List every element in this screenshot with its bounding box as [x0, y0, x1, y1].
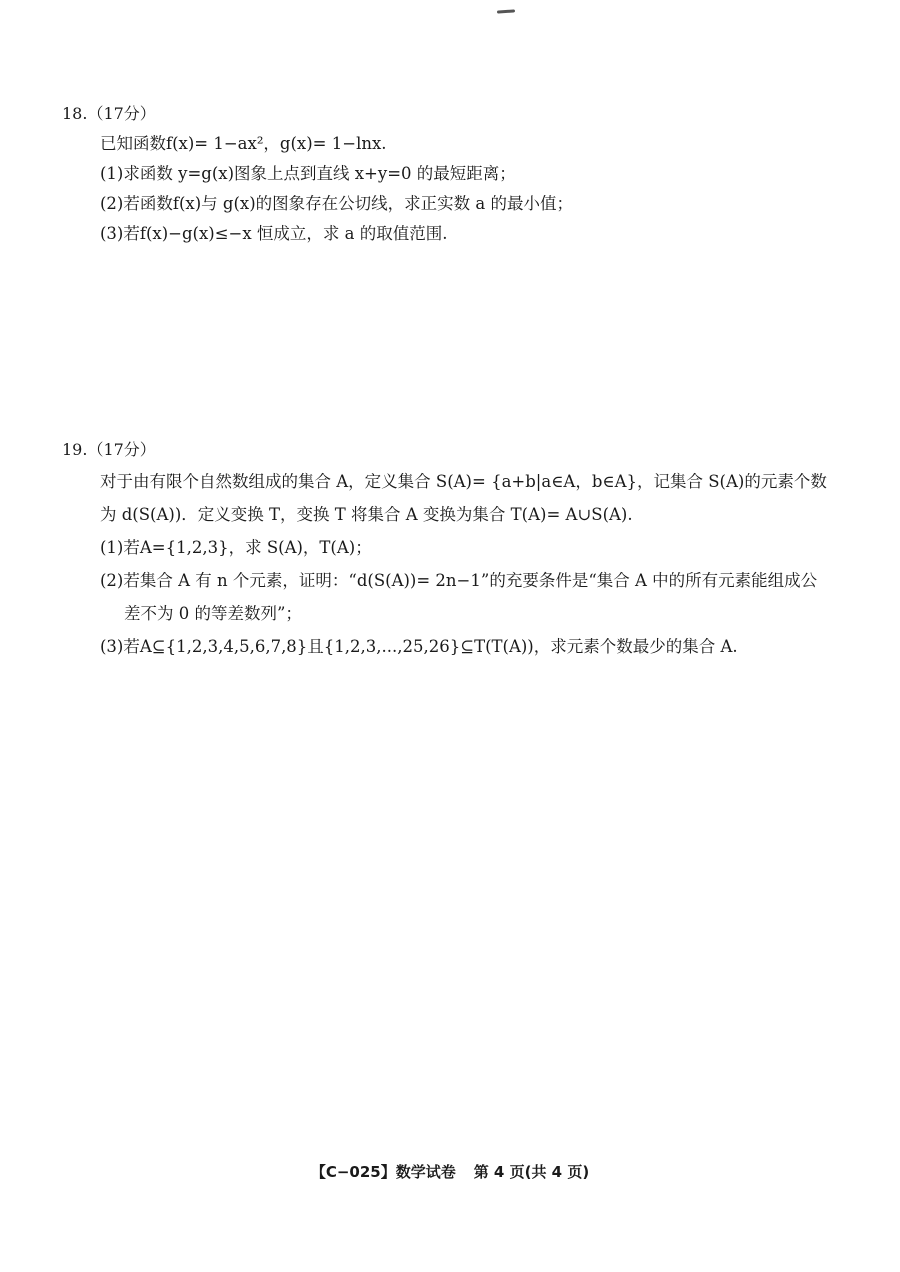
problem-18-stem: 已知函数f(x)= 1−ax²，g(x)= 1−lnx.	[100, 134, 387, 153]
exam-code: 【C−025】数学试卷	[310, 1163, 456, 1181]
problem-19-stem-line-1: 对于由有限个自然数组成的集合 A，定义集合 S(A)= {a+b|a∈A，b∈A}，记集合 S(A)的元素个数	[100, 472, 827, 491]
problem-18-part-1: (1)求函数 y=g(x)图象上点到直线 x+y=0 的最短距离；	[100, 164, 516, 183]
problem-19	[62, 435, 852, 663]
problem-19-part-2-continued: 差不为 0 的等差数列”；	[124, 604, 302, 623]
problem-18-part-3: (3)若f(x)−g(x)≤−x 恒成立，求 a 的取值范围.	[100, 224, 448, 243]
problem-18-header: 18.（17分）	[62, 104, 156, 123]
problem-18	[62, 99, 852, 249]
problem-19-header: 19.（17分）	[62, 440, 156, 459]
problem-18-part-2: (2)若函数f(x)与 g(x)的图象存在公切线，求正实数 a 的最小值；	[100, 194, 573, 213]
problem-19-stem-line-2: 为 d(S(A))．定义变换 T，变换 T 将集合 A 变换为集合 T(A)= A∪S(A).	[100, 505, 633, 524]
problem-19-part-1: (1)若A={1,2,3}，求 S(A)，T(A)；	[100, 538, 372, 557]
problem-19-part-3: (3)若A⊆{1,2,3,4,5,6,7,8}且{1,2,3,...,25,26}⊆T(T(A))，求元素个数最少的集合 A.	[100, 637, 738, 656]
page-number: 第 4 页(共 4 页)	[473, 1163, 590, 1181]
scan-mark	[497, 9, 515, 13]
page-footer	[0, 1160, 900, 1184]
problem-19-part-2: (2)若集合 A 有 n 个元素，证明：“d(S(A))= 2n−1”的充要条件是“集合 A 中的所有元素能组成公	[100, 571, 818, 590]
